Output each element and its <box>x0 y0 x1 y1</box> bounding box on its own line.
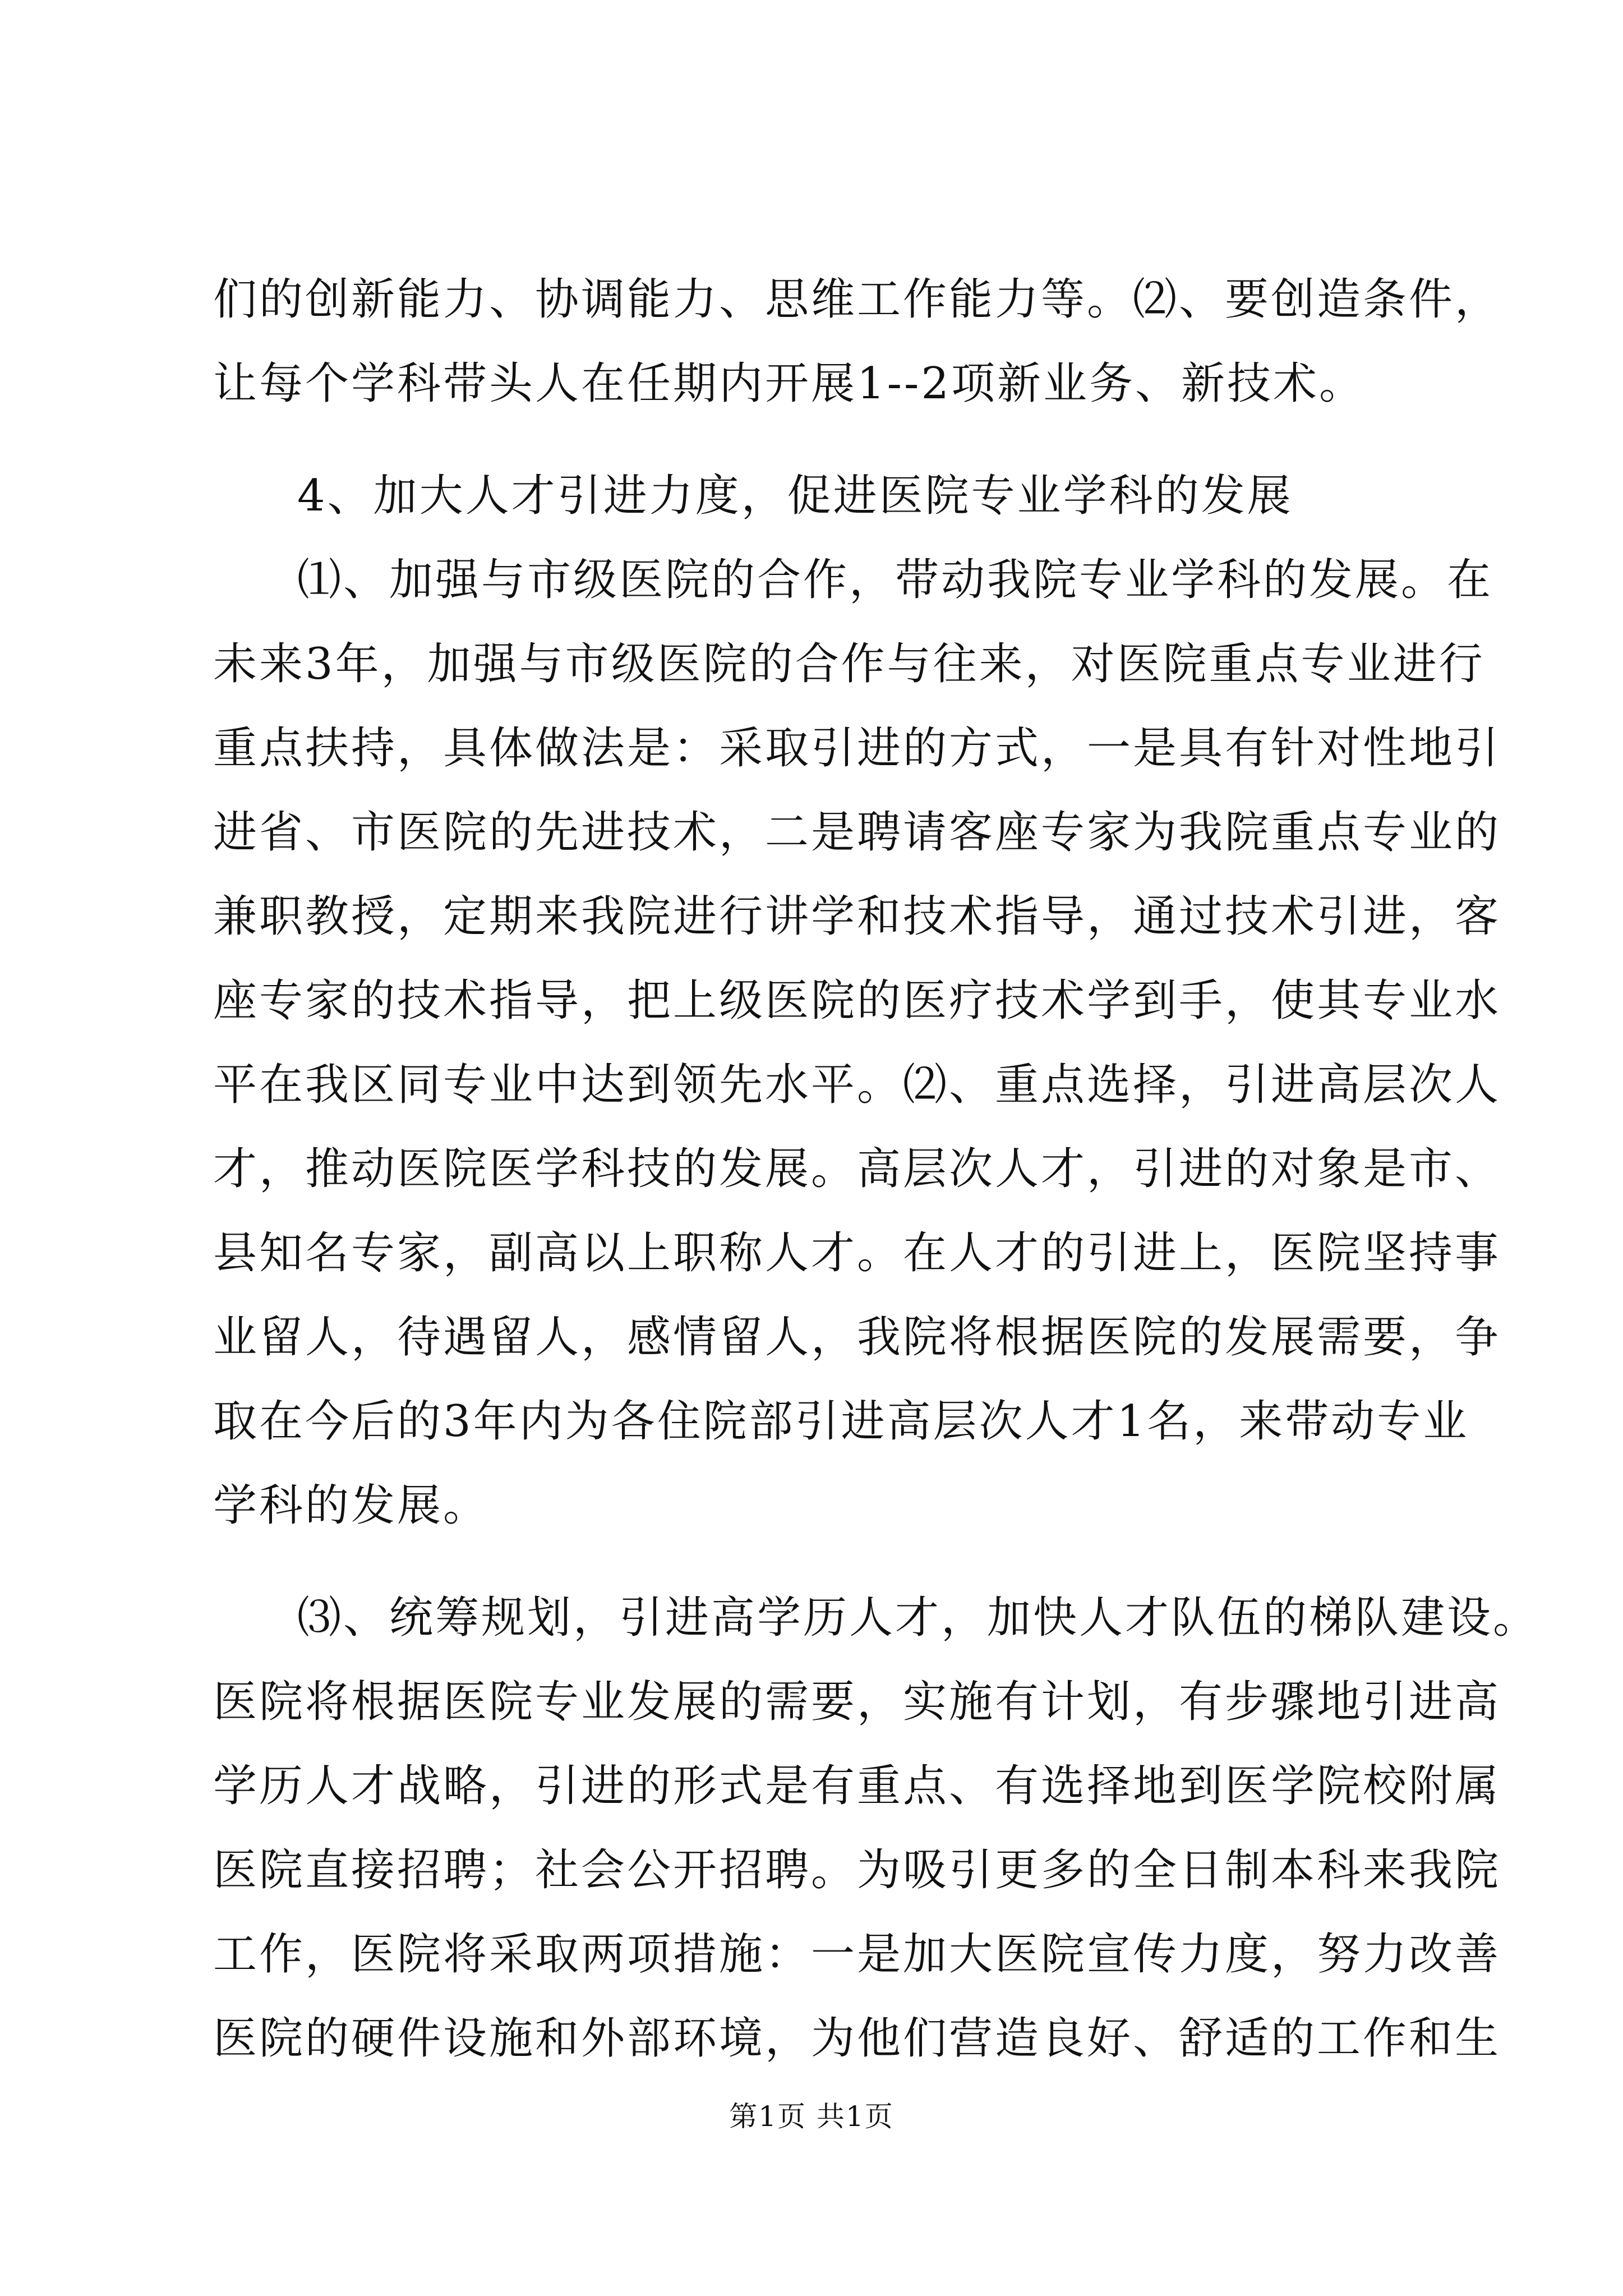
body-text-line: 座专家的技术指导，把上级医院的医疗技术学到手，使其专业水 <box>213 976 1501 1026</box>
body-text-line: 取在今后的3年内为各住院部引进高层次人才1名，来带动专业 <box>213 1396 1469 1447</box>
body-text-line: 业留人，待遇留人，感情留人，我院将根据医院的发展需要，争 <box>213 1312 1501 1363</box>
body-text-line: 兼职教授，定期来我院进行讲学和技术指导，通过技术引进，客 <box>213 891 1501 942</box>
paragraph-first-line: ⑴、加强与市级医院的合作，带动我院专业学科的发展。在 <box>297 555 1493 605</box>
body-text-line: 们的创新能力、协调能力、思维工作能力等。⑵、要创造条件， <box>213 274 1501 325</box>
body-text-line: 让每个学科带头人在任期内开展1--2项新业务、新技术。 <box>213 358 1365 409</box>
body-text-line: 未来3年，加强与市级医院的合作与往来，对医院重点专业进行 <box>213 639 1485 689</box>
body-text-line: 学科的发展。 <box>213 1480 490 1531</box>
page-footer: 第1页 共1页 <box>729 2100 894 2133</box>
body-text-line: 医院将根据医院专业发展的需要，实施有计划，有步骤地引进高 <box>213 1677 1501 1727</box>
body-text-line: 县知名专家，副高以上职称人才。在人才的引进上，医院坚持事 <box>213 1228 1501 1278</box>
body-text-line: 医院直接招聘；社会公开招聘。为吸引更多的全日制本科来我院 <box>213 1845 1501 1895</box>
body-text-line: 重点扶持，具体做法是：采取引进的方式，一是具有针对性地引 <box>213 723 1501 774</box>
body-text-line: 平在我区同专业中达到领先水平。⑵、重点选择，引进高层次人 <box>213 1060 1501 1110</box>
body-text-line: 才，推动医院医学科技的发展。高层次人才，引进的对象是市、 <box>213 1144 1501 1194</box>
body-text-line: 进省、市医院的先进技术，二是聘请客座专家为我院重点专业的 <box>213 807 1501 858</box>
body-text-line: 学历人才战略，引进的形式是有重点、有选择地到医学院校附属 <box>213 1761 1501 1811</box>
body-text-line: 医院的硬件设施和外部环境，为他们营造良好、舒适的工作和生 <box>213 2013 1501 2064</box>
body-text-line: 工作，医院将采取两项措施：一是加大医院宣传力度，努力改善 <box>213 1929 1501 1980</box>
paragraph-first-line: ⑶、统筹规划，引进高学历人才，加快人才队伍的梯队建设。 <box>297 1593 1539 1643</box>
section-heading: 4、加大人才引进力度，促进医院专业学科的发展 <box>297 471 1293 521</box>
